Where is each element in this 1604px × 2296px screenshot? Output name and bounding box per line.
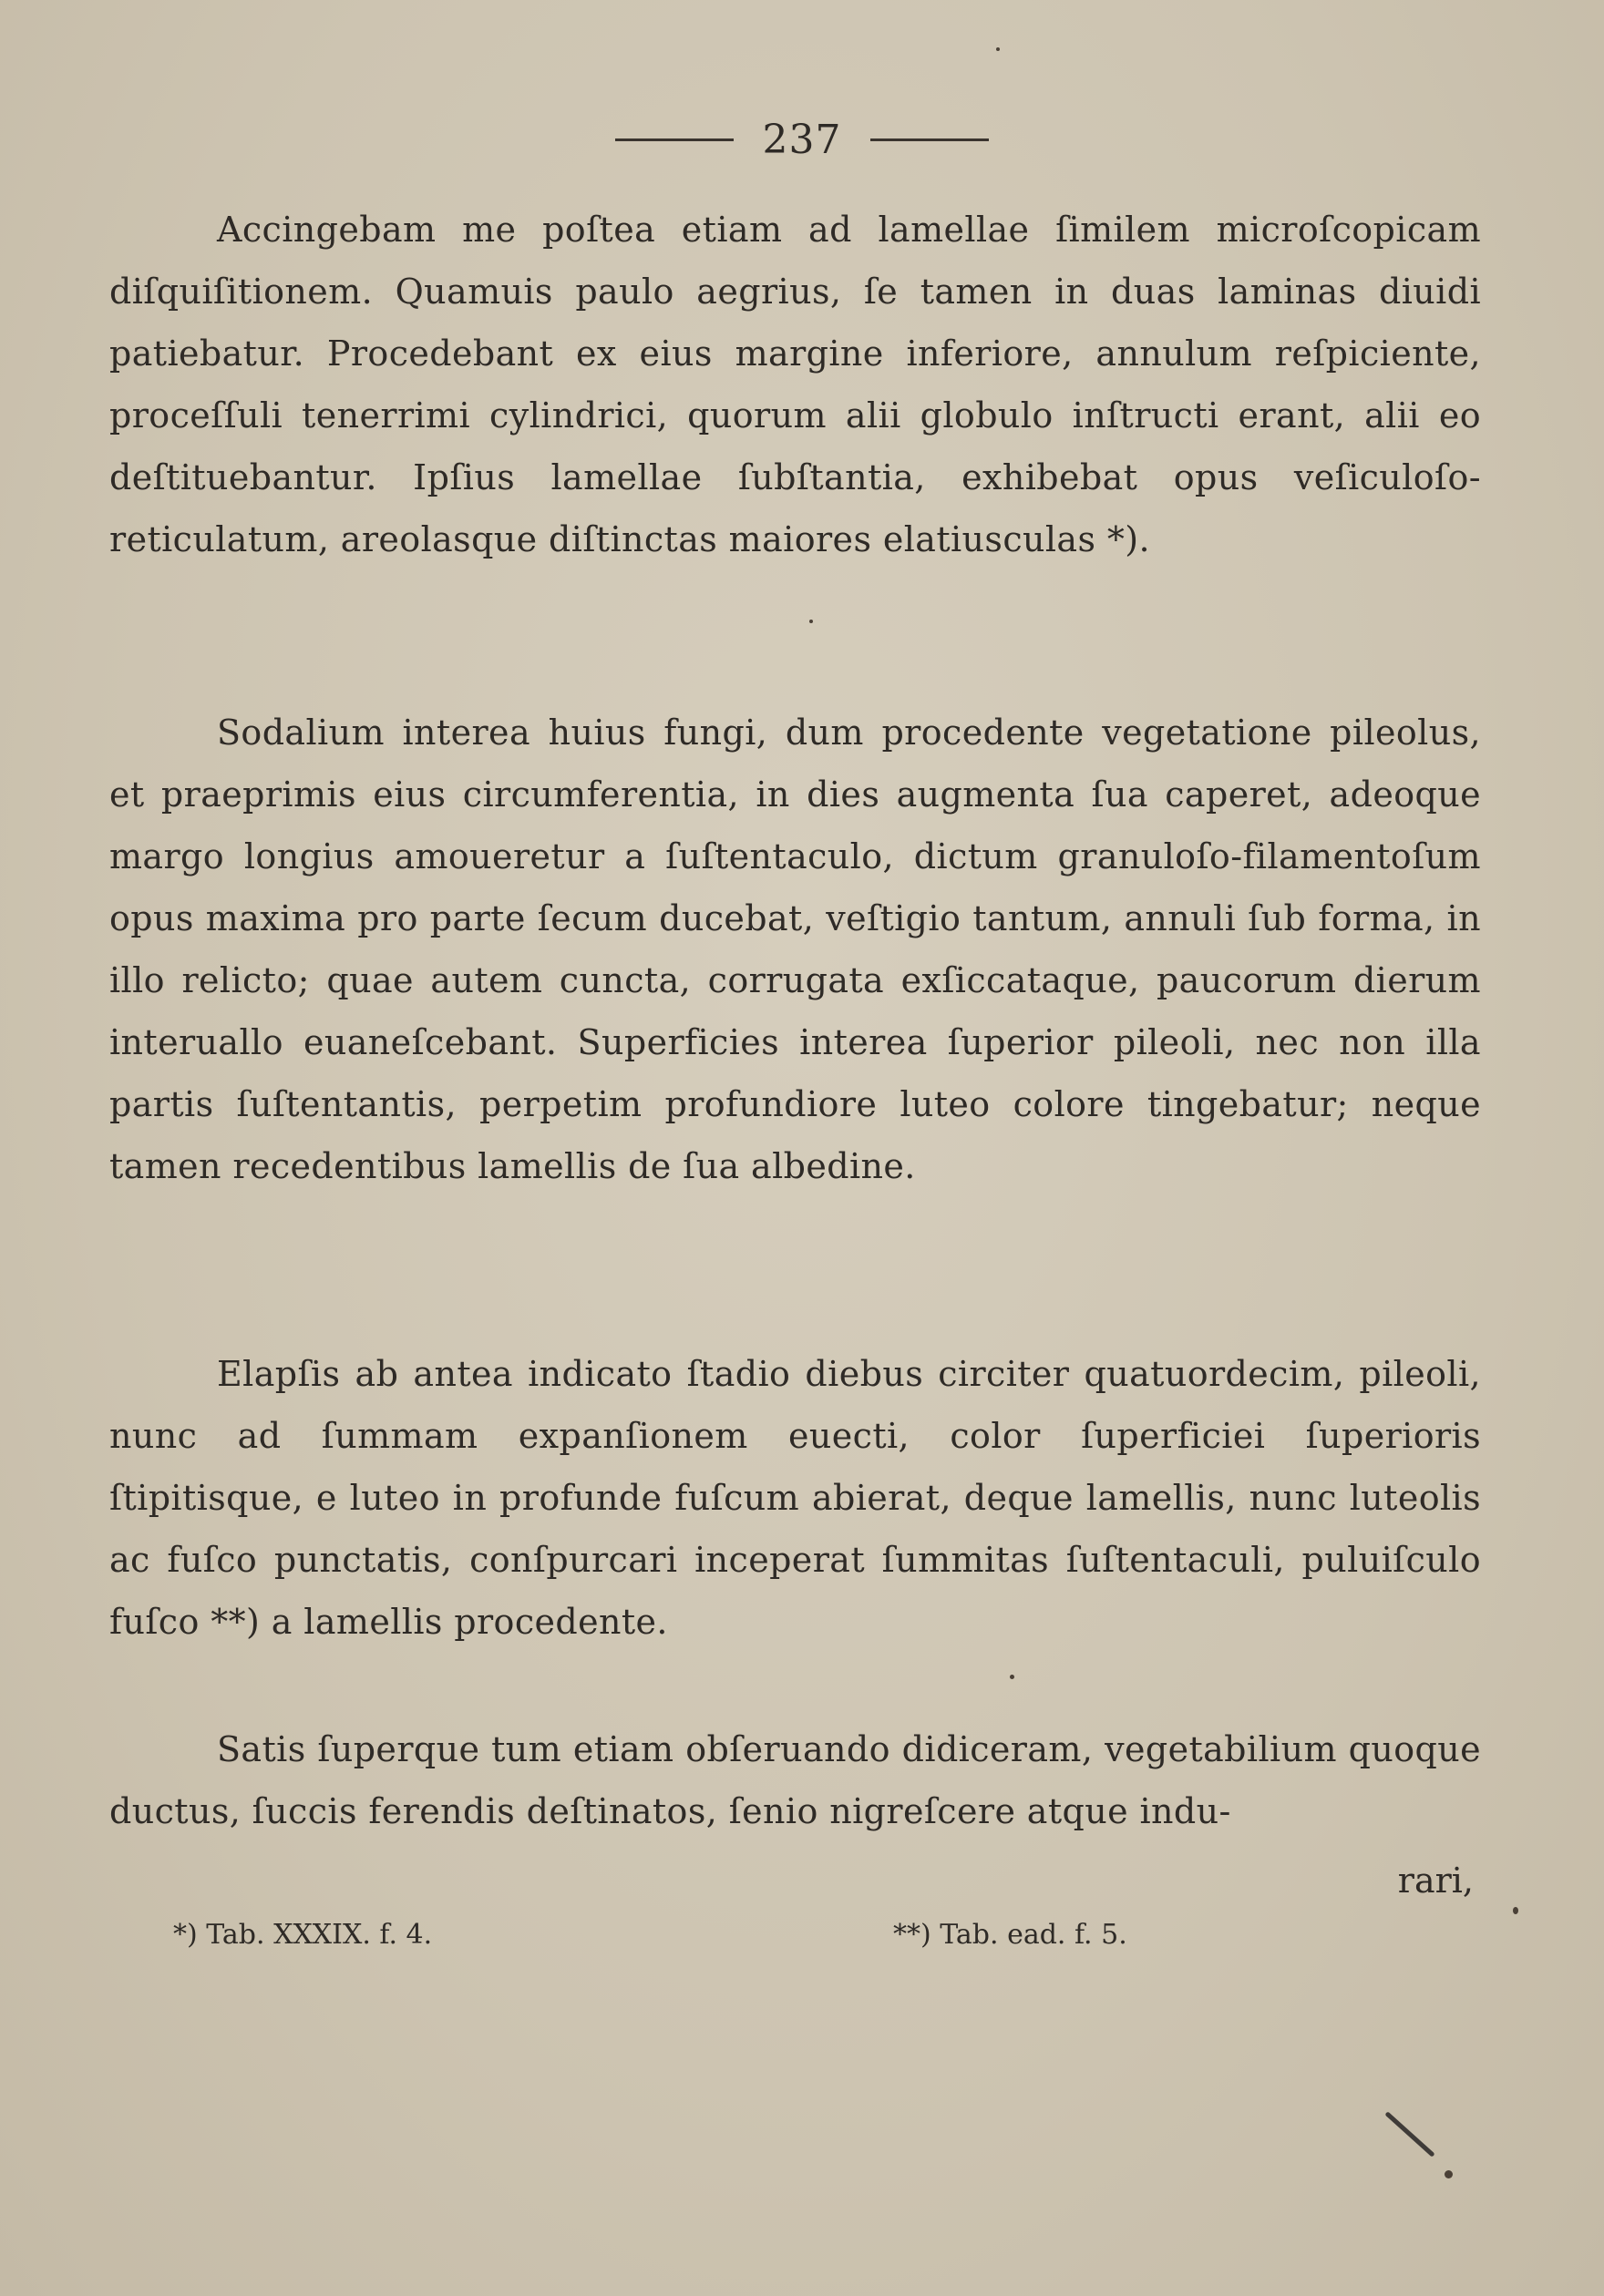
header-rule-left: [615, 138, 734, 141]
paragraph-block-2: [109, 702, 1481, 1197]
page-header: [0, 117, 1604, 171]
paragraph-1: Accingebam me poſtea etiam ad lamellae ſimilem microſcopicam diſquiſitionem. Quamuis paulo aegrius, ſe tamen in duas laminas diuidi patiebatur. Procedebant ex eius margine inferiore, annulum reſpiciente, proceſſuli tenerrimi cylindrici, quorum alii globulo inſtructi erant, alii eo deſtituebantur. Ipſius lamellae ſubſtantia, exhibebat opus veſiculoſo-reticulatum, areolasque diſtinctas maiores elatiusculas *).: [109, 210, 1481, 559]
footnote-1: *) Tab. XXXIX. f. 4.: [173, 1919, 433, 1951]
ink-speck: [809, 620, 813, 623]
paragraph-block-4: [109, 1718, 1481, 1842]
paragraph-block-3: [109, 1343, 1481, 1653]
footnote-2: **) Tab. ead. f. 5.: [893, 1919, 1127, 1951]
page-number: 237: [762, 117, 842, 163]
paragraph-4: Satis ſuperque tum etiam obſeruando didiceram, vegetabilium quoque ductus, ſuccis ferendis deſtinatos, ſenio nigreſcere atque indu-: [109, 1729, 1481, 1831]
paragraph-3: Elapſis ab antea indicato ſtadio diebus circiter quatuordecim, pileoli, nunc ad ſummam expanſionem euecti, color ſuperficiei ſuperioris ſtipitisque, e luteo in profunde fuſcum abierat, deque lamellis, nunc luteolis ac fuſco punctatis, conſpurcari inceperat ſummitas ſuſtentaculi, puluiſculo fuſco **) a lamellis procedente.: [109, 1354, 1481, 1642]
paragraph-2: Sodalium interea huius fungi, dum procedente vegetatione pileolus, et praeprimis eius circumferentia, in dies augmenta ſua caperet, adeoque margo longius amoueretur a ſuſtentaculo, dictum granuloſo-filamentoſum opus maxima pro parte ſecum ducebat, veſtigio tantum, annuli ſub forma, in illo relicto; quae autem cuncta, corrugata exſiccataque, paucorum dierum interuallo euaneſcebant. Superficies interea ſuperior pileoli, nec non illa partis ſuſtentantis, perpetim profundiore luteo colore tingebatur; neque tamen recedentibus lamellis de ſua albedine.: [109, 712, 1481, 1186]
ink-stroke-mark: [1384, 2111, 1434, 2158]
ink-speck: [1010, 1675, 1014, 1679]
ink-speck: [996, 47, 1000, 51]
ink-speck: [1513, 1907, 1518, 1914]
paragraph-block-1: [109, 199, 1481, 570]
header-rule-right: [870, 138, 989, 141]
catchword: rari,: [1397, 1860, 1474, 1901]
ink-speck: [1445, 2170, 1453, 2178]
